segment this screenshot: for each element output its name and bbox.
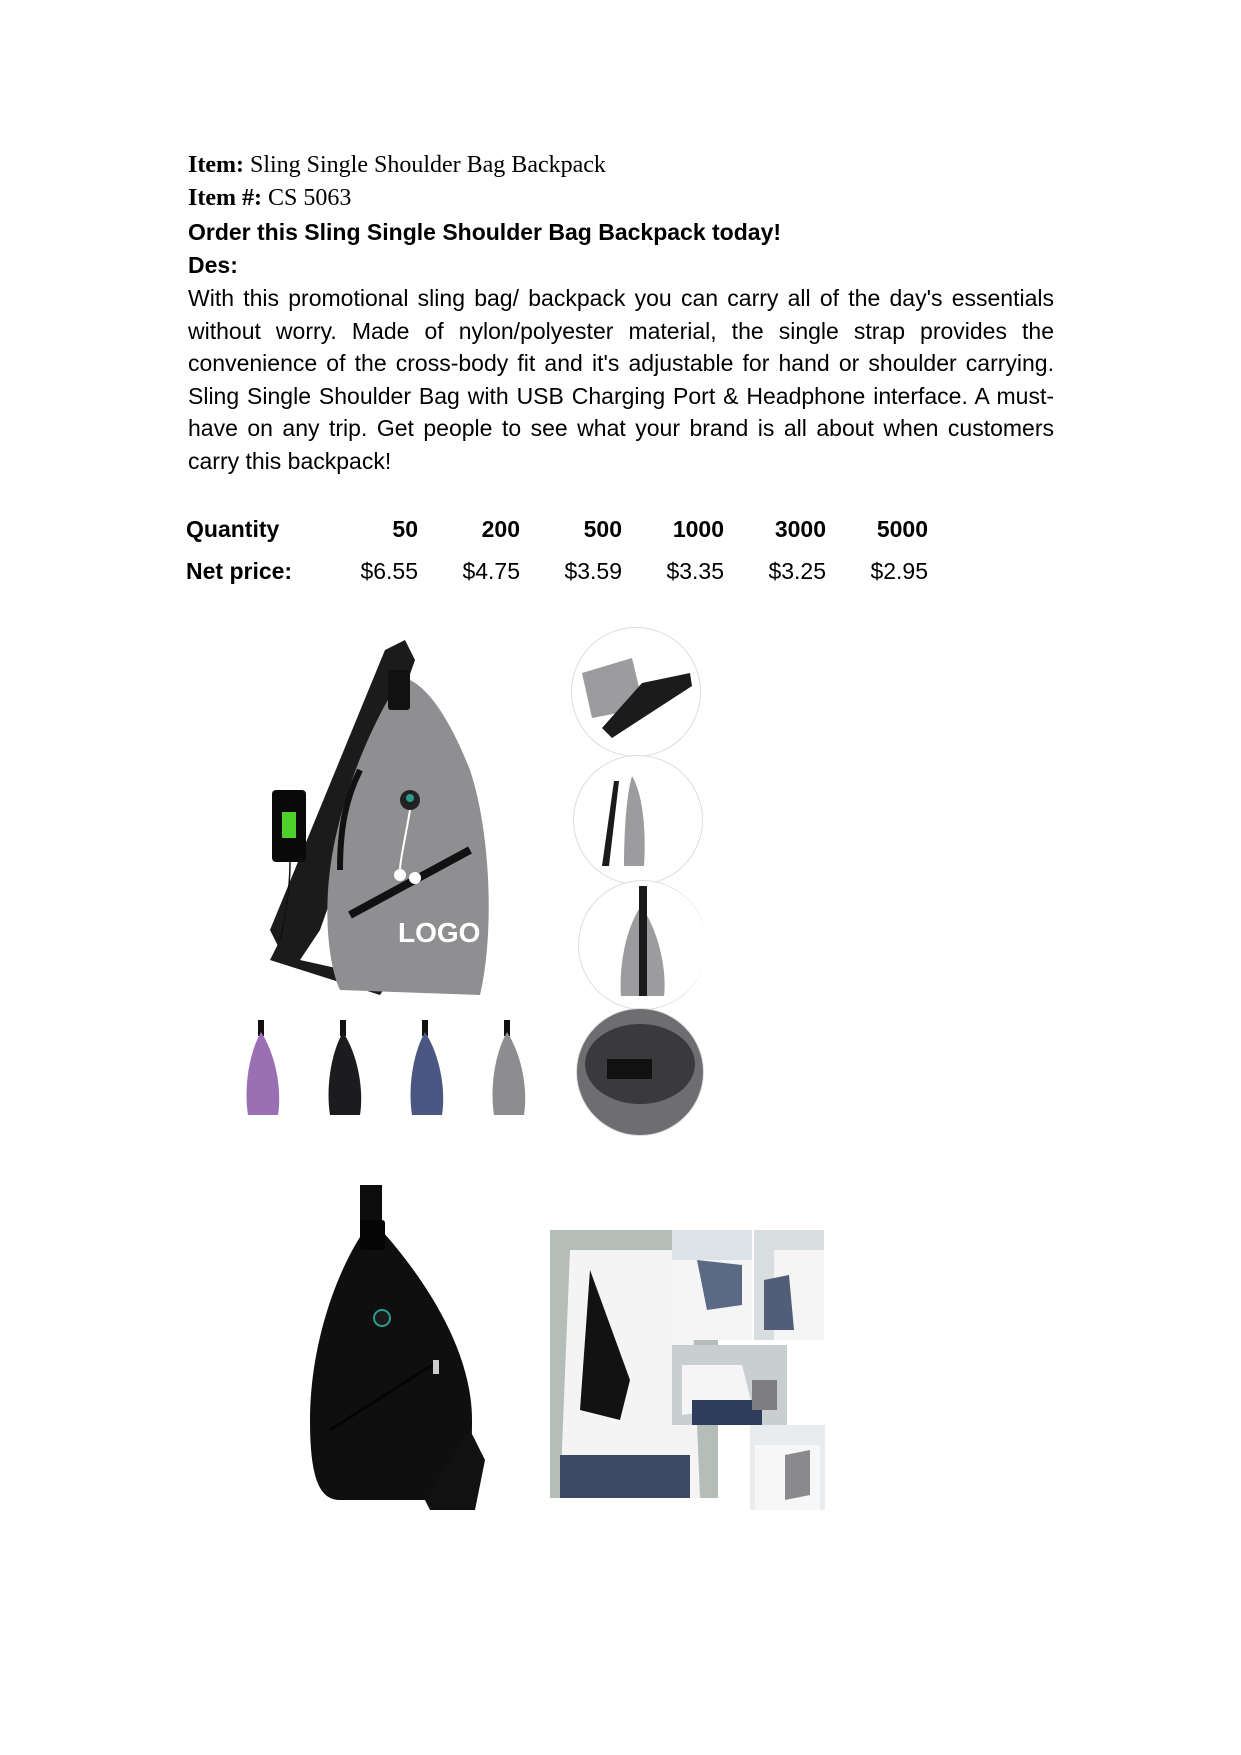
variant-blue (411, 1020, 444, 1115)
man-gray-sling-illustration (750, 1425, 825, 1510)
quantity-cell: 1000 (672, 515, 724, 542)
man-sitting-illustration (672, 1345, 787, 1425)
color-variants (240, 1020, 560, 1130)
man-side-blue-sling-illustration (754, 1230, 824, 1340)
item-number-label: Item #: (188, 185, 262, 211)
lifestyle-photo-front-blue (672, 1230, 752, 1340)
battery-shape (282, 812, 296, 838)
price-row (186, 550, 928, 592)
bag-top-view-illustration (572, 628, 700, 756)
variant-gray (493, 1020, 526, 1115)
detail-view-back (578, 880, 707, 1010)
headline: Order this Sling Single Shoulder Bag Backpack today! (188, 219, 782, 245)
earphone-shape (394, 869, 406, 881)
black-bag-image (300, 1180, 500, 1520)
description-label: Des: (188, 252, 238, 278)
price-cell: $4.75 (462, 557, 520, 584)
quantity-cell: 50 (392, 515, 418, 542)
price-cell: $6.55 (360, 557, 418, 584)
earphone-shape (409, 872, 421, 884)
quantity-label: Quantity (186, 515, 280, 542)
quantity-cell: 5000 (876, 515, 928, 542)
color-variant-row (240, 1020, 560, 1130)
detail-view-inside (576, 1008, 704, 1136)
lifestyle-photo-sitting (672, 1345, 787, 1425)
variant-black (329, 1020, 362, 1115)
variant-purple (247, 1020, 280, 1115)
price-table (186, 508, 928, 592)
bag-inside-view-illustration (577, 1009, 703, 1135)
price-label: Net price: (186, 557, 293, 584)
buckle-shape (388, 670, 410, 710)
item-name: Sling Single Shoulder Bag Backpack (249, 152, 606, 178)
black-sling-bag-illustration (300, 1180, 500, 1520)
item-number-line (188, 183, 351, 213)
item-number: CS 5063 (267, 185, 352, 211)
bag-back-view-illustration (579, 881, 707, 1009)
quantity-row (186, 508, 928, 550)
quantity-cell: 3000 (774, 515, 826, 542)
item-name-line (188, 150, 606, 180)
man-with-blue-sling-illustration (672, 1230, 752, 1340)
main-product-image (240, 630, 560, 1135)
detail-view-side (573, 755, 703, 885)
price-cell: $3.59 (564, 557, 622, 584)
quantity-cell: 500 (583, 515, 622, 542)
detail-view-top (571, 627, 701, 757)
price-cell: $3.35 (666, 557, 724, 584)
logo-text: LOGO (398, 917, 481, 948)
lifestyle-photo-side-blue (754, 1230, 824, 1340)
headphone-port-light (406, 794, 414, 802)
bag-side-view-illustration (574, 756, 702, 884)
price-cell: $2.95 (870, 557, 928, 584)
quantity-cell: 200 (481, 515, 520, 542)
price-cell: $3.25 (768, 557, 826, 584)
description-text: With this promotional sling bag/ backpack you can carry all of the day's essentials without worry. Made of nylon/polyester material, the single strap provides the convenience of the cross-body fit and it's adjustable for hand or shoulder carrying. Sling Single Shoulder Bag with USB Charging Port & Headphone interface. A must-have on any trip. Get people to see what your brand is all about when customers carry this backpack! (188, 285, 1054, 474)
lifestyle-photo-gray (750, 1425, 825, 1510)
item-label: Item: (188, 152, 244, 178)
